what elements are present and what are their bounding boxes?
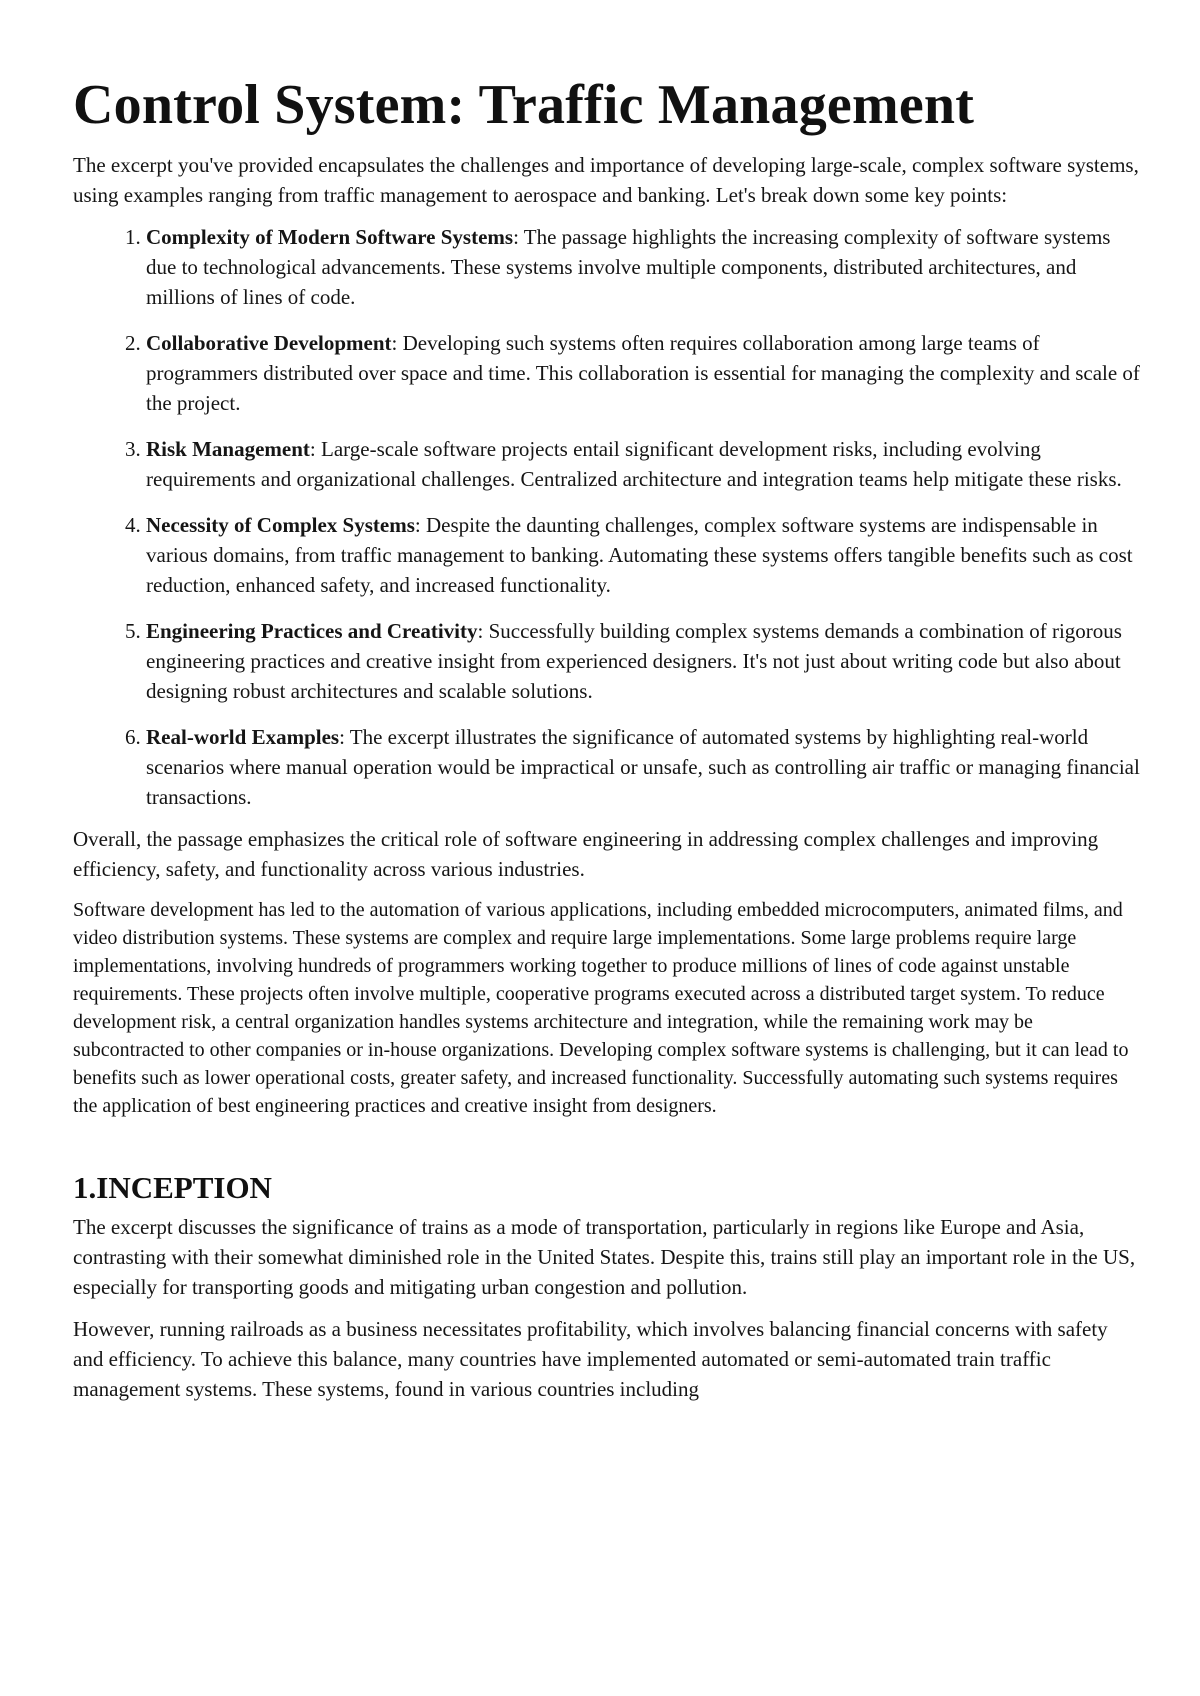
key-points-list: [73, 222, 1143, 812]
point-term: Complexity of Modern Software Systems: [146, 225, 514, 249]
summary-paragraph: Software development has led to the automation of various applications, including embedded microcomputers, animated films, and video distribution systems. These systems are complex and require large implementations. Some large problems require large implementations, involving hundreds of programmers working together to produce millions of lines of code against unstable requirements. These projects often involve multiple, cooperative programs executed across a distributed target system. To reduce development risk, a central organization handles systems architecture and integration, while the remaining work may be subcontracted to other companies or in-house organizations. Developing complex software systems is challenging, but it can lead to benefits such as lower operational costs, greater safety, and increased functionality. Successfully automating such systems requires the application of best engineering practices and creative insight from designers.: [73, 899, 1129, 1117]
list-item: [146, 722, 1143, 812]
point-text: : The passage highlights the increasing complexity of software systems due to technological advancements. These systems involve multiple components, distributed architectures, and millions of lines of code.: [146, 225, 1111, 309]
list-item: [146, 510, 1143, 600]
overall-paragraph: Overall, the passage emphasizes the critical role of software engineering in addressing complex challenges and improving efficiency, safety, and functionality across various industries.: [73, 827, 1099, 881]
point-term: Real-world Examples: [146, 725, 340, 749]
point-text: : Successfully building complex systems demands a combination of rigorous engineering practices and creative insight from experienced designers. It's not just about writing code but also about designing robust architectures and scalable solutions.: [146, 619, 1122, 703]
page-title: Control System: Traffic Management: [73, 74, 975, 136]
section-paragraph-1: The excerpt discusses the significance of trains as a mode of transportation, particularly in regions like Europe and Asia, contrasting with their somewhat diminished role in the United States. Despite this, trains still play an important role in the US, especially for transporting goods and mitigating urban congestion and pollution.: [73, 1215, 1136, 1299]
list-item: [146, 222, 1143, 312]
point-term: Collaborative Development: [146, 331, 392, 355]
list-item: [146, 616, 1143, 706]
point-text: : Despite the daunting challenges, complex software systems are indispensable in various domains, from traffic management to banking. Automating these systems offers tangible benefits such as cost reduction, enhanced safety, and increased functionality.: [146, 513, 1133, 597]
list-item: [146, 434, 1143, 494]
point-term: Engineering Practices and Creativity: [146, 619, 478, 643]
point-term: Risk Management: [146, 437, 310, 461]
point-term: Necessity of Complex Systems: [146, 513, 415, 537]
section-heading: 1.INCEPTION: [73, 1170, 272, 1205]
point-text: : Developing such systems often requires collaboration among large teams of programmers distributed over space and time. This collaboration is essential for managing the complexity and scale of the project.: [146, 331, 1140, 415]
section-paragraph-2: However, running railroads as a business necessitates profitability, which involves balancing financial concerns with safety and efficiency. To achieve this balance, many countries have implemented automated or semi-automated train traffic management systems. These systems, found in various countries including: [73, 1317, 1108, 1401]
point-text: : The excerpt illustrates the significance of automated systems by highlighting real-world scenarios where manual operation would be impractical or unsafe, such as controlling air traffic or managing financial transactions.: [146, 725, 1140, 809]
document-page: [73, 70, 1143, 1416]
list-item: [146, 328, 1143, 418]
point-text: : Large-scale software projects entail significant development risks, including evolving requirements and organizational challenges. Centralized architecture and integration teams help mitigate these risks.: [146, 437, 1122, 491]
intro-paragraph: The excerpt you've provided encapsulates the challenges and importance of developing large-scale, complex software systems, using examples ranging from traffic management to aerospace and banking. Let's break down some key points:: [73, 153, 1139, 207]
